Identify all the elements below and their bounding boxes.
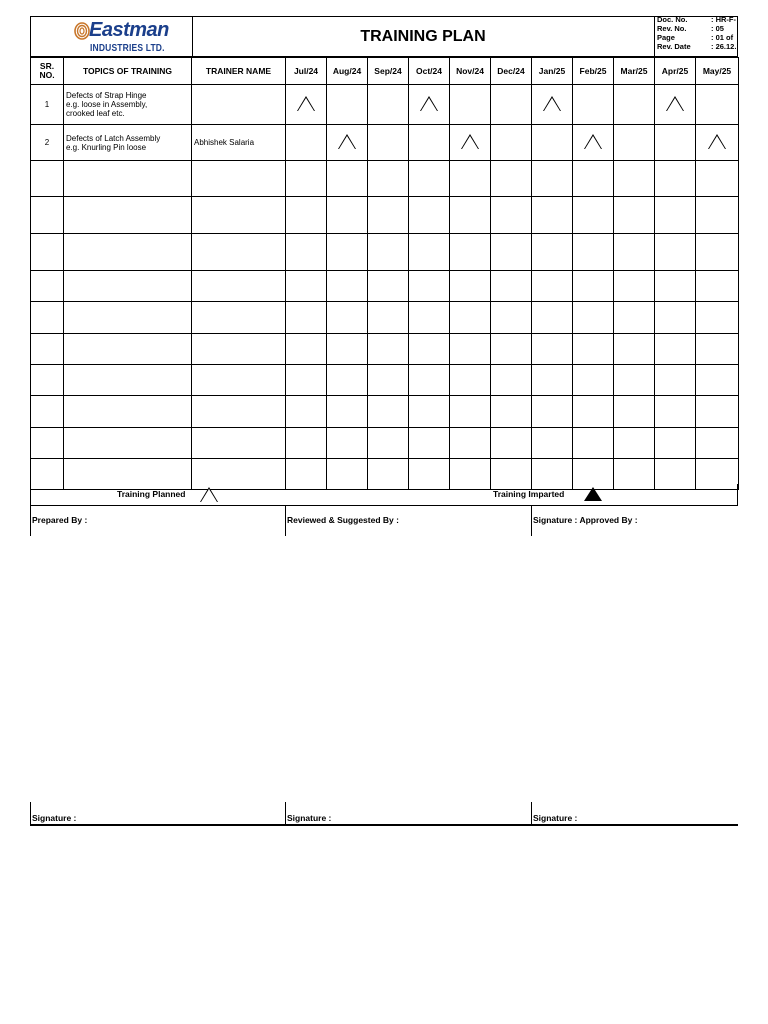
divider bbox=[30, 802, 31, 824]
month-cell bbox=[532, 125, 573, 161]
empty-cell bbox=[286, 365, 327, 396]
prepared-by-label: Prepared By : bbox=[32, 515, 88, 525]
empty-cell bbox=[192, 197, 286, 234]
empty-cell bbox=[192, 271, 286, 302]
table-row-empty bbox=[31, 334, 739, 365]
empty-cell bbox=[192, 365, 286, 396]
empty-cell bbox=[368, 161, 409, 197]
empty-cell bbox=[192, 234, 286, 271]
month-cell bbox=[286, 85, 327, 125]
empty-cell bbox=[614, 271, 655, 302]
empty-cell bbox=[368, 234, 409, 271]
empty-cell bbox=[409, 197, 450, 234]
open-triangle-icon bbox=[666, 96, 684, 111]
divider bbox=[531, 802, 532, 824]
meta-value: : HR-F- bbox=[711, 17, 736, 24]
empty-cell bbox=[286, 271, 327, 302]
empty-cell bbox=[327, 197, 368, 234]
table-row-empty bbox=[31, 234, 739, 271]
empty-cell bbox=[409, 428, 450, 459]
signature-label: Signature : bbox=[533, 813, 578, 823]
sr-cell: 1 bbox=[31, 85, 64, 125]
empty-cell bbox=[31, 365, 64, 396]
empty-cell bbox=[409, 234, 450, 271]
document-header bbox=[30, 16, 738, 57]
divider bbox=[30, 506, 31, 536]
empty-cell bbox=[655, 365, 696, 396]
meta-key: Page bbox=[657, 33, 675, 42]
empty-cell bbox=[614, 334, 655, 365]
month-cell bbox=[327, 125, 368, 161]
col-header-month: Mar/25 bbox=[614, 58, 655, 85]
empty-cell bbox=[573, 428, 614, 459]
empty-cell bbox=[286, 396, 327, 428]
col-header-month: May/25 bbox=[696, 58, 739, 85]
empty-cell bbox=[532, 234, 573, 271]
empty-cell bbox=[491, 365, 532, 396]
month-cell bbox=[450, 125, 491, 161]
month-cell bbox=[532, 85, 573, 125]
empty-cell bbox=[655, 334, 696, 365]
empty-cell bbox=[31, 396, 64, 428]
empty-cell bbox=[573, 161, 614, 197]
open-triangle-icon bbox=[297, 96, 315, 111]
month-cell bbox=[573, 85, 614, 125]
empty-cell bbox=[491, 197, 532, 234]
empty-cell bbox=[491, 396, 532, 428]
logo-swirl-icon bbox=[74, 22, 90, 40]
empty-cell bbox=[573, 197, 614, 234]
empty-cell bbox=[655, 197, 696, 234]
month-cell bbox=[614, 125, 655, 161]
empty-cell bbox=[655, 234, 696, 271]
empty-cell bbox=[573, 396, 614, 428]
month-cell bbox=[368, 85, 409, 125]
empty-cell bbox=[368, 396, 409, 428]
empty-cell bbox=[64, 302, 192, 334]
open-triangle-icon bbox=[461, 134, 479, 149]
legend-imparted-label: Training Imparted bbox=[493, 489, 565, 499]
empty-cell bbox=[327, 161, 368, 197]
empty-cell bbox=[64, 234, 192, 271]
col-header-month: Dec/24 bbox=[491, 58, 532, 85]
signature-label: Signature : bbox=[32, 813, 77, 823]
month-cell bbox=[614, 85, 655, 125]
empty-cell bbox=[192, 161, 286, 197]
empty-cell bbox=[614, 396, 655, 428]
trainer-cell bbox=[192, 85, 286, 125]
reviewed-by-label: Reviewed & Suggested By : bbox=[287, 515, 399, 525]
empty-cell bbox=[491, 428, 532, 459]
month-cell bbox=[491, 125, 532, 161]
empty-cell bbox=[532, 271, 573, 302]
empty-cell bbox=[491, 234, 532, 271]
empty-cell bbox=[409, 365, 450, 396]
empty-cell bbox=[286, 302, 327, 334]
open-triangle-icon bbox=[584, 134, 602, 149]
empty-cell bbox=[64, 334, 192, 365]
empty-cell bbox=[532, 334, 573, 365]
empty-cell bbox=[31, 197, 64, 234]
empty-cell bbox=[573, 302, 614, 334]
empty-cell bbox=[573, 334, 614, 365]
month-cell bbox=[696, 85, 739, 125]
empty-cell bbox=[532, 197, 573, 234]
company-name: Eastman bbox=[89, 19, 169, 41]
empty-cell bbox=[696, 161, 739, 197]
empty-cell bbox=[64, 365, 192, 396]
empty-cell bbox=[573, 271, 614, 302]
empty-cell bbox=[450, 271, 491, 302]
empty-cell bbox=[368, 197, 409, 234]
legend-row bbox=[30, 484, 738, 506]
empty-cell bbox=[31, 234, 64, 271]
training-schedule-table bbox=[30, 57, 739, 490]
empty-cell bbox=[532, 161, 573, 197]
table-row-empty bbox=[31, 396, 739, 428]
empty-cell bbox=[450, 302, 491, 334]
empty-cell bbox=[64, 396, 192, 428]
month-cell bbox=[655, 85, 696, 125]
col-header-month: Nov/24 bbox=[450, 58, 491, 85]
open-triangle-icon bbox=[338, 134, 356, 149]
empty-cell bbox=[286, 161, 327, 197]
empty-cell bbox=[409, 161, 450, 197]
empty-cell bbox=[192, 302, 286, 334]
empty-cell bbox=[31, 161, 64, 197]
col-header-month: Jul/24 bbox=[286, 58, 327, 85]
empty-cell bbox=[532, 428, 573, 459]
col-header-month: Feb/25 bbox=[573, 58, 614, 85]
legend-planned-label: Training Planned bbox=[117, 489, 186, 499]
empty-cell bbox=[696, 197, 739, 234]
company-subtitle: INDUSTRIES LTD. bbox=[90, 43, 165, 54]
empty-cell bbox=[409, 396, 450, 428]
col-header-month: Jan/25 bbox=[532, 58, 573, 85]
meta-key: Rev. No. bbox=[657, 24, 687, 33]
empty-cell bbox=[696, 396, 739, 428]
month-cell bbox=[573, 125, 614, 161]
empty-cell bbox=[368, 334, 409, 365]
month-cell bbox=[409, 85, 450, 125]
empty-cell bbox=[614, 302, 655, 334]
empty-cell bbox=[450, 334, 491, 365]
col-header-month: Apr/25 bbox=[655, 58, 696, 85]
empty-cell bbox=[491, 271, 532, 302]
meta-value: : 05 bbox=[711, 24, 724, 33]
empty-cell bbox=[192, 428, 286, 459]
month-cell bbox=[696, 125, 739, 161]
page-title: TRAINING PLAN bbox=[360, 28, 486, 45]
empty-cell bbox=[409, 334, 450, 365]
empty-cell bbox=[655, 271, 696, 302]
empty-cell bbox=[573, 234, 614, 271]
empty-cell bbox=[368, 271, 409, 302]
empty-cell bbox=[64, 271, 192, 302]
meta-value: : 01 of bbox=[711, 33, 734, 42]
empty-cell bbox=[286, 234, 327, 271]
col-header-month: Aug/24 bbox=[327, 58, 368, 85]
table-row-empty bbox=[31, 302, 739, 334]
empty-cell bbox=[31, 428, 64, 459]
month-cell bbox=[327, 85, 368, 125]
empty-cell bbox=[614, 161, 655, 197]
table-row bbox=[31, 125, 739, 161]
open-triangle-icon bbox=[543, 96, 561, 111]
empty-cell bbox=[327, 234, 368, 271]
empty-cell bbox=[655, 396, 696, 428]
meta-value: : 26.12. bbox=[711, 42, 737, 51]
empty-cell bbox=[450, 396, 491, 428]
trainer-cell: Abhishek Salaria bbox=[192, 125, 286, 161]
empty-cell bbox=[532, 396, 573, 428]
empty-cell bbox=[696, 234, 739, 271]
empty-cell bbox=[655, 302, 696, 334]
col-header-month: Sep/24 bbox=[368, 58, 409, 85]
empty-cell bbox=[327, 271, 368, 302]
empty-cell bbox=[31, 334, 64, 365]
empty-cell bbox=[409, 302, 450, 334]
col-header-sr: SR. NO. bbox=[31, 58, 64, 85]
table-row-empty bbox=[31, 161, 739, 197]
empty-cell bbox=[450, 161, 491, 197]
col-header-topic: TOPICS OF TRAINING bbox=[64, 58, 192, 85]
col-header-trainer: TRAINER NAME bbox=[192, 58, 286, 85]
empty-cell bbox=[368, 302, 409, 334]
month-cell bbox=[491, 85, 532, 125]
open-triangle-icon bbox=[200, 487, 218, 502]
empty-cell bbox=[532, 302, 573, 334]
empty-cell bbox=[31, 271, 64, 302]
month-cell bbox=[409, 125, 450, 161]
month-cell bbox=[655, 125, 696, 161]
empty-cell bbox=[614, 234, 655, 271]
empty-cell bbox=[64, 161, 192, 197]
empty-cell bbox=[368, 365, 409, 396]
empty-cell bbox=[64, 428, 192, 459]
empty-cell bbox=[655, 161, 696, 197]
empty-cell bbox=[327, 396, 368, 428]
bottom-rule bbox=[30, 824, 738, 826]
empty-cell bbox=[614, 365, 655, 396]
empty-cell bbox=[192, 396, 286, 428]
empty-cell bbox=[614, 197, 655, 234]
col-header-month: Oct/24 bbox=[409, 58, 450, 85]
empty-cell bbox=[286, 428, 327, 459]
table-row-empty bbox=[31, 428, 739, 459]
sr-cell: 2 bbox=[31, 125, 64, 161]
month-cell bbox=[286, 125, 327, 161]
empty-cell bbox=[491, 161, 532, 197]
document-meta bbox=[654, 17, 739, 56]
topic-cell: Defects of Strap Hinge e.g. loose in Assembly, crooked leaf etc. bbox=[64, 85, 192, 125]
empty-cell bbox=[532, 365, 573, 396]
empty-cell bbox=[573, 365, 614, 396]
divider bbox=[285, 506, 286, 536]
empty-cell bbox=[368, 428, 409, 459]
company-logo bbox=[31, 17, 193, 56]
divider bbox=[285, 802, 286, 824]
table-row-empty bbox=[31, 271, 739, 302]
empty-cell bbox=[450, 234, 491, 271]
table-row-empty bbox=[31, 365, 739, 396]
table-row-empty bbox=[31, 197, 739, 234]
divider bbox=[531, 506, 532, 536]
empty-cell bbox=[696, 428, 739, 459]
meta-key: Doc. No. bbox=[657, 17, 688, 24]
month-cell bbox=[368, 125, 409, 161]
empty-cell bbox=[192, 334, 286, 365]
filled-triangle-icon bbox=[584, 487, 602, 501]
empty-cell bbox=[327, 334, 368, 365]
topic-cell: Defects of Latch Assembly e.g. Knurling Pin loose bbox=[64, 125, 192, 161]
signature-label: Signature : bbox=[287, 813, 332, 823]
empty-cell bbox=[696, 334, 739, 365]
empty-cell bbox=[450, 197, 491, 234]
empty-cell bbox=[491, 302, 532, 334]
empty-cell bbox=[286, 334, 327, 365]
empty-cell bbox=[64, 197, 192, 234]
table-header-row bbox=[31, 58, 739, 85]
empty-cell bbox=[327, 302, 368, 334]
approved-by-label: Signature : Approved By : bbox=[533, 515, 638, 525]
empty-cell bbox=[696, 365, 739, 396]
empty-cell bbox=[614, 428, 655, 459]
empty-cell bbox=[696, 271, 739, 302]
empty-cell bbox=[491, 334, 532, 365]
approval-section bbox=[30, 506, 738, 823]
month-cell bbox=[450, 85, 491, 125]
table-row bbox=[31, 85, 739, 125]
empty-cell bbox=[450, 365, 491, 396]
empty-cell bbox=[655, 428, 696, 459]
empty-cell bbox=[696, 302, 739, 334]
empty-cell bbox=[450, 428, 491, 459]
empty-cell bbox=[409, 271, 450, 302]
empty-cell bbox=[327, 428, 368, 459]
empty-cell bbox=[31, 302, 64, 334]
empty-cell bbox=[286, 197, 327, 234]
empty-cell bbox=[327, 365, 368, 396]
open-triangle-icon bbox=[420, 96, 438, 111]
meta-key: Rev. Date bbox=[657, 42, 691, 51]
open-triangle-icon bbox=[708, 134, 726, 149]
